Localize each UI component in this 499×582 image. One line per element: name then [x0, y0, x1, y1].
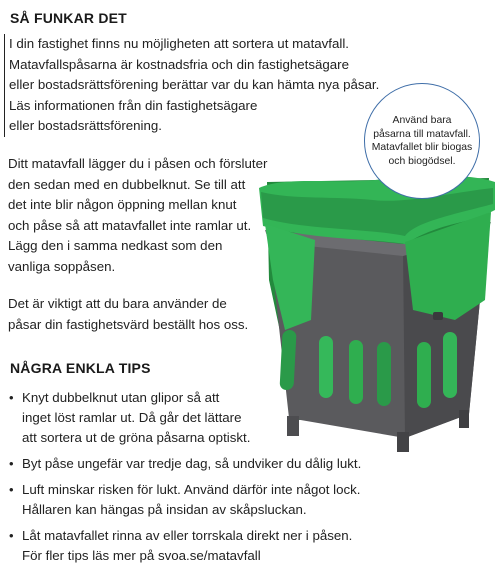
intro-line: eller bostadsrättsförening berättar var du kan hämta nya påsar. — [9, 77, 380, 92]
bullet-icon: • — [9, 482, 14, 497]
tip-line: Knyt dubbelknut utan glipor så att — [22, 390, 220, 405]
important-line: påsar din fastighetsvärd beställt hos oss. — [8, 316, 249, 332]
important-line: Det är viktigt att du bara använder de — [8, 296, 227, 311]
bullet-icon: • — [9, 390, 14, 405]
bag-line: Lägg den i samma nedkast som den — [8, 238, 223, 253]
tip-line: För fler tips läs mer på svoa.se/matavfall — [22, 548, 261, 563]
bag-line: och påse så att matavfallet inte ramlar ut. — [8, 217, 252, 233]
bag-line: vanliga soppåsen. — [8, 258, 116, 274]
tip-item — [0, 480, 361, 520]
intro-line: Matavfallspåsarna är kostnadsfria och din fastighetsägare — [9, 56, 349, 72]
intro-line: eller bostadsrättsförening. — [9, 118, 162, 133]
tip-item — [0, 526, 361, 566]
bag-line: Ditt matavfall lägger du i påsen och försluter — [8, 156, 268, 171]
green-bag-holder-bin — [255, 170, 499, 470]
callout-line: Matavfallet blir biogas — [371, 142, 473, 153]
bag-line: det inte blir någon öppning mellan knut — [8, 197, 237, 212]
intro-line: I din fastighet finns nu möjligheten att sortera ut matavfall. — [9, 36, 349, 51]
tip-line: Luft minskar risken för lukt. Använd därför inte något lock. — [22, 482, 361, 497]
tip-line: att sortera ut de gröna påsarna optiskt. — [22, 430, 251, 445]
bag-line: den sedan med en dubbelknut. Se till att — [8, 176, 246, 192]
tip-line: Hållaren kan hängas på insidan av skåpsluckan. — [22, 502, 307, 517]
heading-tips: NÅGRA ENKLA TIPS — [10, 360, 151, 376]
bullet-icon: • — [9, 456, 14, 471]
heading-how-it-works: SÅ FUNKAR DET — [10, 10, 127, 26]
intro-line: Läs informationen från din fastighetsägare — [9, 97, 258, 113]
callout-line: påsarna till matavfall. — [373, 128, 471, 140]
tip-line: inget löst ramlar ut. Då går det lättare — [22, 410, 242, 425]
bag-instructions-paragraph — [8, 154, 267, 277]
callout-line: och biogödsel. — [388, 155, 456, 167]
tip-line: Låt matavfallet rinna av eller torrskala direkt ner i påsen. — [22, 528, 353, 543]
tip-line: Byt påse ungefär var tredje dag, så undviker du dålig lukt. — [22, 456, 362, 471]
intro-paragraph — [4, 34, 379, 137]
important-paragraph — [8, 294, 248, 335]
callout-line: Använd bara — [392, 115, 452, 126]
info-callout-circle — [364, 83, 480, 199]
bullet-icon: • — [9, 528, 14, 543]
